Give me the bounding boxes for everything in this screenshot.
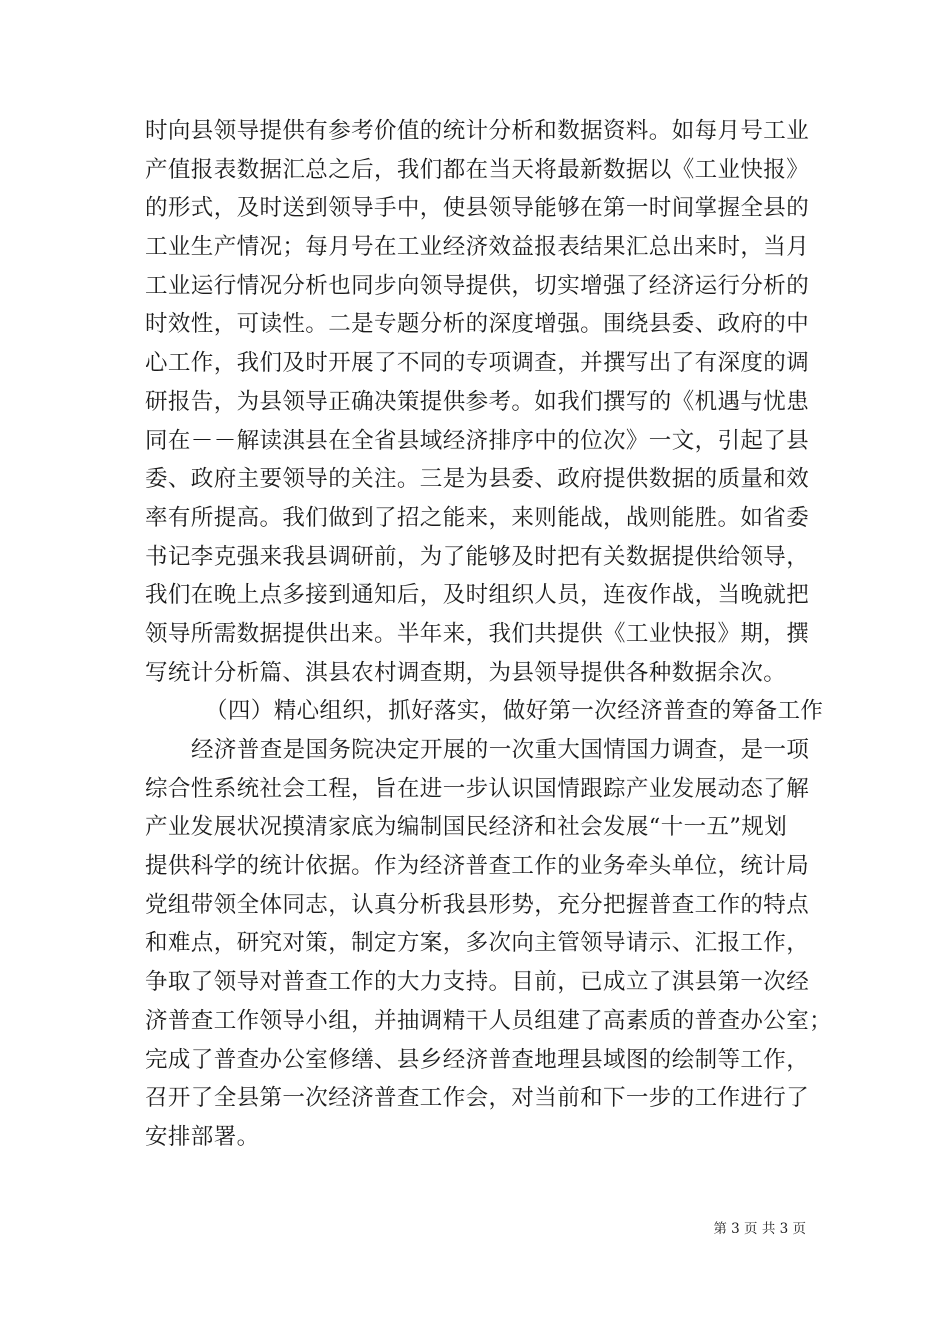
text-line: 党组带领全体同志，认真分析我县形势，充分把握普查工作的特点 [145, 891, 810, 918]
text-line: 产业发展状况摸清家底为编制国民经济和社会发展“十一五”规划 [145, 814, 788, 841]
text-line: 综合性系统社会工程，旨在进一步认识国情跟踪产业发展动态了解 [145, 775, 810, 802]
text-line: 同在－－解读淇县在全省县域经济排序中的位次》一文，引起了县 [145, 427, 810, 454]
text-line: 济普查工作领导小组，并抽调精干人员组建了高素质的普查办公室； [145, 1007, 833, 1034]
text-line: 我们在晚上点多接到通知后，及时组织人员，连夜作战，当晚就把 [145, 582, 810, 609]
text-line: 工业生产情况；每月号在工业经济效益报表结果汇总出来时，当月 [145, 234, 810, 261]
text-line: 产值报表数据汇总之后，我们都在当天将最新数据以《工业快报》 [145, 156, 810, 183]
text-line: 争取了领导对普查工作的大力支持。目前，已成立了淇县第一次经 [145, 969, 810, 996]
text-line: 时效性，可读性。二是专题分析的深度增强。围绕县委、政府的中 [145, 311, 810, 338]
text-line: 率有所提高。我们做到了招之能来，来则能战，战则能胜。如省委 [145, 504, 810, 531]
document-body [145, 112, 833, 1157]
text-line: 研报告，为县领导正确决策提供参考。如我们撰写的《机遇与忧患 [145, 388, 810, 415]
text-line: 时向县领导提供有参考价值的统计分析和数据资料。如每月号工业 [145, 118, 810, 144]
text-line: 和难点，研究对策，制定方案，多次向主管领导请示、汇报工作， [145, 930, 810, 957]
text-line: 书记李克强来我县调研前，为了能够及时把有关数据提供给领导， [145, 543, 810, 570]
text-line: 提供科学的统计依据。作为经济普查工作的业务牵头单位，统计局 [145, 853, 810, 880]
text-line: 召开了全县第一次经济普查工作会，对当前和下一步的工作进行了 [145, 1085, 810, 1112]
text-line: 委、政府主要领导的关注。三是为县委、政府提供数据的质量和效 [145, 466, 810, 493]
text-line: 写统计分析篇、淇县农村调查期，为县领导提供各种数据余次。 [145, 659, 787, 686]
page-number-footer: 第 3 页 共 3 页 [713, 1221, 806, 1237]
paragraph-first-line: 经济普查是国务院决定开展的一次重大国情国力调查，是一项 [191, 737, 810, 763]
text-line: 的形式，及时送到领导手中，使县领导能够在第一时间掌握全县的 [145, 195, 810, 222]
text-line: 领导所需数据提供出来。半年来，我们共提供《工业快报》期，撰 [145, 620, 810, 647]
text-line: 完成了普查办公室修缮、县乡经济普查地理县域图的绘制等工作， [145, 1046, 810, 1073]
text-line: 工业运行情况分析也同步向领导提供，切实增强了经济运行分析的 [145, 272, 810, 299]
text-line: 心工作，我们及时开展了不同的专项调查，并撰写出了有深度的调 [145, 350, 810, 377]
section-heading: （四）精心组织，抓好落实，做好第一次经济普查的筹备工作 [205, 698, 824, 725]
text-line: 安排部署。 [145, 1123, 260, 1150]
